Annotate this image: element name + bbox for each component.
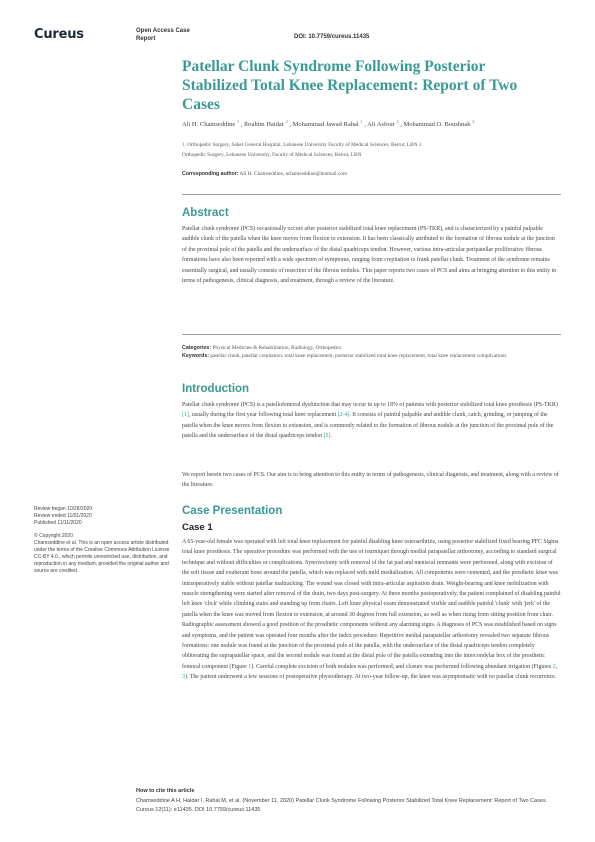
affiliation-number: 2. <box>418 142 423 148</box>
case-1-text <box>182 537 561 683</box>
case-presentation-heading: Case Presentation <box>182 505 283 517</box>
affiliation-text: Orthopedic Surgery, Lebanese University, Faculty of Medical Sciences, Beirut, LBN <box>182 152 362 158</box>
text-run: , usually during the first year following total knee replacement <box>188 412 338 419</box>
figure-link[interactable]: 1 <box>248 663 252 670</box>
text-run: A 65-year-old female was operated with left total knee replacement for painful disabling knee osteoarthritis, using posterior stabilized fixed bearing PFC Sigma total knee prosthesis. The operative procedure was performed with the use of tourniquet through medial parapatellar arthrotomy, according to standard surgical technique and without difficulties or complications. Synovectomy with removal of the fat pad and meniscal remnants were performed, along with excision of the soft tissue and exuberant bone around the patella, which was replaced with mild medialization. All components were cemented, and the prosthetic knee was intraoperatively stable without patellar maltracking. The wound was closed with intra-articular aspiration drain. Weight-bearing and knee mobilization with muscle strengthening were started after removal of the drain, two days post-surgery. At three months postoperatively, the patient complained of disabling painful left knee 'click' while climbing stairs and standing up from chairs. Left knee physical exam demonstrated visible and audible painful 'clunk' with 'jerk' of the patella when the knee was moved from flexion to extension, at around 30 degrees from full extension, as well as when rising from sitting position from chair. Radiographic assessment showed a good position of the prosthetic components without any alarming signs. A diagnosis of PCS was established based on signs and symptoms, and the patient was operated four months after the index procedure. Repetitive medial parapatellar arthrotomy revealed two separate fibrous formations: one nodule was found at the junction of the proximal pole of the patella, with the undersurface of the distal quadriceps tendon completely obliterating the suprapatellar space, and the second nodule was found at the distal pole of the patella extending into the intercondylar box of the prosthetic femoral component (Figure <box>182 539 561 670</box>
article-title: Patellar Clunk Syndrome Following Posterior Stabilized Total Knee Replacement: Report of Two Cases <box>182 58 518 113</box>
introduction-heading: Introduction <box>182 383 250 395</box>
categories-keywords <box>182 344 561 361</box>
copyright-notice <box>34 533 172 575</box>
author-affiliation-sup: 1 <box>360 119 363 124</box>
keywords-text: patellar clunk, patellar crepitation, total knee replacement, posterior stabilized total knee replacement, total knee replacement complications <box>209 353 507 360</box>
review-dates <box>34 506 172 527</box>
keywords <box>182 352 561 360</box>
corresponding-author <box>182 171 552 177</box>
categories <box>182 344 561 352</box>
license-text: Chamseddine et al. This is an open access article distributed under the terms of the Creative Commons Attribution License CC-BY 4.0., which permits unrestricted use, distribution, and reproduction in any medium, provided the original author and source are credited. <box>34 540 170 574</box>
citation-text: Chamseddine A H, Haidar I, Rahal M, et al. (November 11, 2020) Patellar Clunk Syndrome Following Posterior Stabilized Total Knee Replacement: Report of Two Cases. Cureus 12(11): e11435. DOI 10.7759/cureus.11435 <box>136 798 548 813</box>
author-name[interactable]: Ali H. Chamseddine <box>182 121 236 129</box>
cureus-logo[interactable]: Cureus <box>34 27 84 42</box>
affiliation-text: Orthopedic Surgery, Sahel General Hospital, Lebanese University Faculty of Medical Sciences, Beirut, LBN <box>185 142 419 148</box>
introduction-paragraph-1 <box>182 400 561 442</box>
review-began: Review began 10/28/2020 <box>34 506 93 512</box>
reference-link[interactable]: [5] <box>323 433 331 440</box>
affiliations <box>182 140 552 160</box>
divider <box>182 334 561 335</box>
categories-text: Physical Medicine & Rehabilitation, Radiology, Orthopedics <box>211 345 342 351</box>
affiliation-number: 1. <box>182 142 186 148</box>
author-list: Ali H. Chamseddine $^1$ , Ibrahim Haidar $^2$ , Mohammad Jawad Rahal $^1$ , Ali Asfour $^2$ , Mohammad O. Boushnak $^2$ <box>182 119 475 129</box>
article-type <box>136 27 190 43</box>
author-affiliation-sup: 2 <box>396 119 399 124</box>
text-run: ). The patient underwent a few sessions of postoperative physiotherapy. At two-year follow-up, the knee was asymptomatic with no patellar clunk recurrence. <box>184 674 557 681</box>
author-name[interactable]: Mohammad Jawad Rahal <box>292 121 359 129</box>
corresponding-text[interactable]: Ali H. Chamseddine, achamseddine@hotmail.com <box>238 171 348 177</box>
introduction-paragraph-2: We report herein two cases of PCS. Our aim is to bring attention to this entity in terms of pathogenesis, clinical diagnosis, and treatment, along with a review of the literature. <box>182 472 559 489</box>
doi[interactable]: DOI: 10.7759/cureus.11435 <box>294 34 370 40</box>
figure-link[interactable]: 2 <box>552 663 556 670</box>
author-name[interactable]: Mohammad O. Boushnak <box>403 121 471 129</box>
copyright: © Copyright 2020 <box>34 533 73 539</box>
article-type-line1: Open Access Case <box>136 28 190 34</box>
how-to-cite-heading: How to cite this article <box>136 788 195 794</box>
case-1-heading: Case 1 <box>182 522 213 533</box>
article-type-line2: Report <box>136 36 156 42</box>
corresponding-label: Corresponding author: <box>182 171 239 177</box>
author-name[interactable]: Ibrahim Haidar <box>244 121 284 129</box>
text-run: , <box>555 663 558 670</box>
reference-link[interactable]: [1] <box>182 412 189 419</box>
author-name[interactable]: Ali Asfour <box>367 121 395 129</box>
author-affiliation-sup: 2 <box>472 119 475 124</box>
reference-link[interactable]: [2-4] <box>337 412 350 419</box>
published-date: Published 11/11/2020 <box>34 520 82 526</box>
abstract-heading: Abstract <box>182 207 229 219</box>
text-run: . <box>330 433 332 440</box>
text-run: ). Careful complete excision of both nodules was performed, and closure was performed following abundant irrigation (Figures <box>251 663 553 670</box>
author-affiliation-sup: 1 <box>236 119 240 124</box>
abstract-text: Patellar clunk syndrome (PCS) occasionally occurs after posterior stabilized total knee replacement (PS-TKR), and is characterized by a painful palpable audible clunk of the patella when the knee moves from flexion to extension. It has been classically attributed to the formation of fibrous nodule at the junction of the proximal pole of the patella and the undersurface of the distal quadriceps tendon. However, various intra-articular peripatellar proliferative fibrous formations have also been reported with a wide spectrum of symptoms, ranging from crepitation to frank patellar clunk. Treatment of the syndrome remains essentially surgical, and usually consists of resection of the fibrous nodules. This paper reports two cases of PCS and aims at bringing attention to this entity in terms of pathogenesis, clinical diagnosis, and treatment, through a review of the literature. <box>182 226 557 285</box>
author-affiliation-sup: 2 <box>285 119 288 124</box>
figure-link[interactable]: 3 <box>182 674 185 681</box>
text-run: Patellar clunk syndrome (PCS) is a patellofemoral dysfunction that may occur in up to 18% of patients with posterior stabilized total knee prosthesis (PS-TKR) <box>182 402 558 408</box>
review-ended: Review ended 11/01/2020 <box>34 513 92 519</box>
divider <box>182 194 561 195</box>
text-run: . It consists of painful palpable and audible clunk, catch, grinding, or jumping of the patella when the knee moves from flexion to extension, and is commonly related to the formation of fibrous nodule at the junction of the proximal pole of the patella and the undersurface of the distal quadriceps tendon <box>182 412 554 440</box>
categories-label: Categories: <box>182 345 212 351</box>
keywords-label: Keywords: <box>182 353 210 360</box>
